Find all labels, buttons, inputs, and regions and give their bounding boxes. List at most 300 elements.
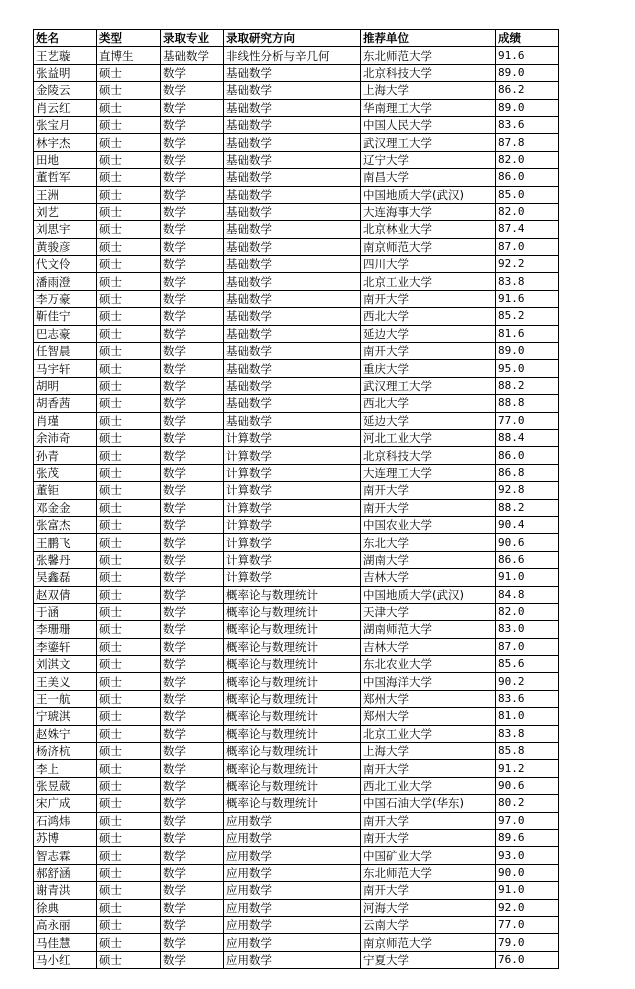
- cell-research-direction: 概率论与数理统计: [224, 621, 361, 638]
- cell-score: 92.2: [496, 256, 559, 273]
- cell-name: 余沛奇: [34, 429, 97, 446]
- cell-score: 83.0: [496, 621, 559, 638]
- cell-score: 86.0: [496, 447, 559, 464]
- cell-recommending-unit: 东北大学: [361, 534, 496, 551]
- cell-major: 数学: [161, 795, 224, 812]
- cell-score: 83.8: [496, 725, 559, 742]
- cell-major: 数学: [161, 499, 224, 516]
- cell-name: 肖云红: [34, 99, 97, 116]
- cell-name: 林宇杰: [34, 134, 97, 151]
- table-row: [34, 221, 559, 238]
- table-row: [34, 934, 559, 951]
- cell-type: 硕士: [97, 621, 161, 638]
- cell-score: 87.0: [496, 238, 559, 255]
- cell-research-direction: 基础数学: [224, 186, 361, 203]
- cell-recommending-unit: 辽宁大学: [361, 151, 496, 168]
- cell-research-direction: 基础数学: [224, 238, 361, 255]
- cell-recommending-unit: 东北师范大学: [361, 47, 496, 64]
- cell-name: 吴鑫磊: [34, 569, 97, 586]
- cell-name: 王洲: [34, 186, 97, 203]
- table-row: [34, 64, 559, 81]
- cell-recommending-unit: 南昌大学: [361, 169, 496, 186]
- cell-major: 数学: [161, 569, 224, 586]
- cell-major: 数学: [161, 325, 224, 342]
- cell-score: 81.6: [496, 325, 559, 342]
- header-major: 录取专业: [161, 30, 224, 47]
- cell-major: 数学: [161, 308, 224, 325]
- cell-research-direction: 概率论与数理统计: [224, 586, 361, 603]
- cell-recommending-unit: 上海大学: [361, 82, 496, 99]
- cell-name: 张茂: [34, 464, 97, 481]
- cell-type: 硕士: [97, 99, 161, 116]
- cell-recommending-unit: 华南理工大学: [361, 99, 496, 116]
- cell-type: 硕士: [97, 151, 161, 168]
- cell-name: 肖瑾: [34, 412, 97, 429]
- cell-recommending-unit: 南开大学: [361, 812, 496, 829]
- cell-type: 硕士: [97, 708, 161, 725]
- cell-recommending-unit: 北京科技大学: [361, 64, 496, 81]
- cell-type: 硕士: [97, 482, 161, 499]
- cell-name: 王一航: [34, 690, 97, 707]
- cell-recommending-unit: 西北大学: [361, 395, 496, 412]
- admission-table: [33, 29, 559, 969]
- cell-name: 董哲军: [34, 169, 97, 186]
- cell-research-direction: 基础数学: [224, 151, 361, 168]
- cell-name: 于涵: [34, 603, 97, 620]
- cell-major: 数学: [161, 429, 224, 446]
- cell-major: 数学: [161, 256, 224, 273]
- cell-name: 靳佳宁: [34, 308, 97, 325]
- cell-score: 89.0: [496, 99, 559, 116]
- cell-major: 数学: [161, 464, 224, 481]
- table-row: [34, 134, 559, 151]
- cell-major: 数学: [161, 221, 224, 238]
- cell-recommending-unit: 西北工业大学: [361, 777, 496, 794]
- table-row: [34, 916, 559, 933]
- cell-type: 硕士: [97, 534, 161, 551]
- cell-score: 85.8: [496, 743, 559, 760]
- table-row: [34, 690, 559, 707]
- cell-type: 硕士: [97, 256, 161, 273]
- cell-research-direction: 概率论与数理统计: [224, 743, 361, 760]
- cell-recommending-unit: 南开大学: [361, 499, 496, 516]
- cell-score: 92.0: [496, 899, 559, 916]
- header-recommending-unit: 推荐单位: [361, 30, 496, 47]
- table-row: [34, 656, 559, 673]
- cell-recommending-unit: 中国地质大学(武汉): [361, 586, 496, 603]
- cell-recommending-unit: 东北师范大学: [361, 864, 496, 881]
- cell-type: 硕士: [97, 899, 161, 916]
- cell-recommending-unit: 上海大学: [361, 743, 496, 760]
- cell-recommending-unit: 南开大学: [361, 760, 496, 777]
- table-row: [34, 360, 559, 377]
- cell-recommending-unit: 延边大学: [361, 325, 496, 342]
- cell-type: 直博生: [97, 47, 161, 64]
- table-row: [34, 760, 559, 777]
- cell-type: 硕士: [97, 238, 161, 255]
- cell-research-direction: 基础数学: [224, 64, 361, 81]
- cell-recommending-unit: 南京师范大学: [361, 934, 496, 951]
- cell-major: 数学: [161, 916, 224, 933]
- cell-major: 数学: [161, 151, 224, 168]
- cell-name: 张宝月: [34, 116, 97, 133]
- cell-research-direction: 概率论与数理统计: [224, 638, 361, 655]
- cell-recommending-unit: 延边大学: [361, 412, 496, 429]
- cell-recommending-unit: 中国人民大学: [361, 116, 496, 133]
- cell-score: 86.8: [496, 464, 559, 481]
- table-row: [34, 343, 559, 360]
- cell-type: 硕士: [97, 760, 161, 777]
- cell-name: 邓金金: [34, 499, 97, 516]
- cell-research-direction: 概率论与数理统计: [224, 690, 361, 707]
- table-row: [34, 99, 559, 116]
- cell-major: 数学: [161, 621, 224, 638]
- cell-major: 数学: [161, 551, 224, 568]
- cell-major: 数学: [161, 395, 224, 412]
- cell-type: 硕士: [97, 725, 161, 742]
- table-row: [34, 412, 559, 429]
- cell-recommending-unit: 南开大学: [361, 882, 496, 899]
- cell-major: 数学: [161, 829, 224, 846]
- cell-name: 李上: [34, 760, 97, 777]
- cell-recommending-unit: 湖南大学: [361, 551, 496, 568]
- cell-recommending-unit: 北京林业大学: [361, 221, 496, 238]
- cell-type: 硕士: [97, 343, 161, 360]
- cell-score: 89.0: [496, 343, 559, 360]
- cell-major: 数学: [161, 603, 224, 620]
- cell-score: 91.2: [496, 760, 559, 777]
- cell-research-direction: 概率论与数理统计: [224, 795, 361, 812]
- cell-research-direction: 基础数学: [224, 116, 361, 133]
- cell-research-direction: 应用数学: [224, 951, 361, 968]
- cell-type: 硕士: [97, 82, 161, 99]
- cell-type: 硕士: [97, 916, 161, 933]
- table-row: [34, 482, 559, 499]
- cell-recommending-unit: 北京工业大学: [361, 273, 496, 290]
- table-row: [34, 238, 559, 255]
- cell-major: 数学: [161, 882, 224, 899]
- cell-name: 王艺璇: [34, 47, 97, 64]
- cell-name: 赵双倩: [34, 586, 97, 603]
- cell-major: 数学: [161, 482, 224, 499]
- cell-recommending-unit: 中国地质大学(武汉): [361, 186, 496, 203]
- cell-name: 马小红: [34, 951, 97, 968]
- cell-score: 90.6: [496, 534, 559, 551]
- table-row: [34, 551, 559, 568]
- cell-score: 81.0: [496, 708, 559, 725]
- cell-name: 胡香茜: [34, 395, 97, 412]
- cell-type: 硕士: [97, 673, 161, 690]
- cell-research-direction: 非线性分析与辛几何: [224, 47, 361, 64]
- table-row: [34, 882, 559, 899]
- cell-major: 数学: [161, 638, 224, 655]
- cell-score: 91.0: [496, 882, 559, 899]
- cell-major: 数学: [161, 777, 224, 794]
- cell-research-direction: 概率论与数理统计: [224, 777, 361, 794]
- table-row: [34, 290, 559, 307]
- table-row: [34, 864, 559, 881]
- cell-name: 黄骏彦: [34, 238, 97, 255]
- cell-major: 数学: [161, 812, 224, 829]
- cell-major: 数学: [161, 725, 224, 742]
- cell-type: 硕士: [97, 273, 161, 290]
- cell-major: 数学: [161, 273, 224, 290]
- cell-type: 硕士: [97, 308, 161, 325]
- cell-major: 数学: [161, 360, 224, 377]
- table-row: [34, 47, 559, 64]
- cell-major: 数学: [161, 708, 224, 725]
- cell-type: 硕士: [97, 847, 161, 864]
- cell-recommending-unit: 南开大学: [361, 290, 496, 307]
- cell-name: 刘淇文: [34, 656, 97, 673]
- cell-research-direction: 基础数学: [224, 221, 361, 238]
- cell-score: 89.6: [496, 829, 559, 846]
- cell-score: 92.8: [496, 482, 559, 499]
- cell-type: 硕士: [97, 795, 161, 812]
- cell-research-direction: 基础数学: [224, 134, 361, 151]
- cell-name: 胡明: [34, 377, 97, 394]
- cell-major: 数学: [161, 82, 224, 99]
- cell-type: 硕士: [97, 516, 161, 533]
- table-row: [34, 203, 559, 220]
- cell-score: 90.2: [496, 673, 559, 690]
- table-row: [34, 116, 559, 133]
- cell-recommending-unit: 中国石油大学(华东): [361, 795, 496, 812]
- header-score: 成绩: [496, 30, 559, 47]
- header-research-direction: 录取研究方向: [224, 30, 361, 47]
- cell-name: 张馨丹: [34, 551, 97, 568]
- cell-score: 88.4: [496, 429, 559, 446]
- cell-score: 77.0: [496, 412, 559, 429]
- cell-type: 硕士: [97, 569, 161, 586]
- cell-name: 刘艺: [34, 203, 97, 220]
- cell-score: 86.2: [496, 82, 559, 99]
- cell-major: 数学: [161, 951, 224, 968]
- table-row: [34, 586, 559, 603]
- table-row: [34, 464, 559, 481]
- cell-research-direction: 应用数学: [224, 829, 361, 846]
- cell-research-direction: 概率论与数理统计: [224, 708, 361, 725]
- cell-recommending-unit: 南京师范大学: [361, 238, 496, 255]
- table-body: [34, 47, 559, 969]
- cell-name: 马佳慧: [34, 934, 97, 951]
- cell-research-direction: 概率论与数理统计: [224, 760, 361, 777]
- cell-major: 数学: [161, 690, 224, 707]
- cell-type: 硕士: [97, 64, 161, 81]
- cell-recommending-unit: 河北工业大学: [361, 429, 496, 446]
- cell-type: 硕士: [97, 586, 161, 603]
- cell-score: 77.0: [496, 916, 559, 933]
- cell-score: 87.0: [496, 638, 559, 655]
- cell-research-direction: 基础数学: [224, 99, 361, 116]
- cell-score: 93.0: [496, 847, 559, 864]
- cell-recommending-unit: 重庆大学: [361, 360, 496, 377]
- cell-recommending-unit: 四川大学: [361, 256, 496, 273]
- table-row: [34, 569, 559, 586]
- cell-score: 91.6: [496, 47, 559, 64]
- cell-name: 田地: [34, 151, 97, 168]
- cell-research-direction: 概率论与数理统计: [224, 673, 361, 690]
- cell-research-direction: 计算数学: [224, 551, 361, 568]
- cell-major: 数学: [161, 186, 224, 203]
- cell-name: 张益明: [34, 64, 97, 81]
- header-name: 姓名: [34, 30, 97, 47]
- cell-major: 数学: [161, 203, 224, 220]
- cell-name: 石鸿炜: [34, 812, 97, 829]
- cell-research-direction: 基础数学: [224, 325, 361, 342]
- cell-recommending-unit: 河海大学: [361, 899, 496, 916]
- table-row: [34, 151, 559, 168]
- cell-recommending-unit: 南开大学: [361, 343, 496, 360]
- cell-recommending-unit: 郑州大学: [361, 690, 496, 707]
- cell-type: 硕士: [97, 638, 161, 655]
- cell-score: 82.0: [496, 151, 559, 168]
- table-row: [34, 516, 559, 533]
- cell-type: 硕士: [97, 186, 161, 203]
- cell-recommending-unit: 大连海事大学: [361, 203, 496, 220]
- cell-score: 88.8: [496, 395, 559, 412]
- cell-score: 86.0: [496, 169, 559, 186]
- cell-name: 李鎏轩: [34, 638, 97, 655]
- cell-score: 79.0: [496, 934, 559, 951]
- cell-type: 硕士: [97, 360, 161, 377]
- cell-type: 硕士: [97, 864, 161, 881]
- table-row: [34, 795, 559, 812]
- cell-major: 数学: [161, 412, 224, 429]
- cell-research-direction: 应用数学: [224, 812, 361, 829]
- cell-score: 91.0: [496, 569, 559, 586]
- cell-recommending-unit: 南开大学: [361, 829, 496, 846]
- cell-research-direction: 基础数学: [224, 377, 361, 394]
- cell-major: 数学: [161, 238, 224, 255]
- cell-research-direction: 应用数学: [224, 847, 361, 864]
- cell-type: 硕士: [97, 412, 161, 429]
- cell-recommending-unit: 中国农业大学: [361, 516, 496, 533]
- cell-recommending-unit: 北京工业大学: [361, 725, 496, 742]
- table-row: [34, 638, 559, 655]
- cell-major: 数学: [161, 290, 224, 307]
- cell-score: 95.0: [496, 360, 559, 377]
- cell-score: 89.0: [496, 64, 559, 81]
- cell-name: 谢青洪: [34, 882, 97, 899]
- cell-research-direction: 基础数学: [224, 82, 361, 99]
- cell-major: 数学: [161, 447, 224, 464]
- cell-research-direction: 基础数学: [224, 169, 361, 186]
- header-type: 类型: [97, 30, 161, 47]
- cell-research-direction: 计算数学: [224, 447, 361, 464]
- cell-recommending-unit: 宁夏大学: [361, 951, 496, 968]
- cell-research-direction: 计算数学: [224, 429, 361, 446]
- cell-score: 84.8: [496, 586, 559, 603]
- table-row: [34, 256, 559, 273]
- cell-research-direction: 应用数学: [224, 899, 361, 916]
- cell-major: 数学: [161, 134, 224, 151]
- cell-name: 高永丽: [34, 916, 97, 933]
- cell-type: 硕士: [97, 116, 161, 133]
- cell-major: 数学: [161, 64, 224, 81]
- cell-name: 张昱葳: [34, 777, 97, 794]
- cell-research-direction: 基础数学: [224, 290, 361, 307]
- cell-research-direction: 基础数学: [224, 256, 361, 273]
- cell-major: 数学: [161, 534, 224, 551]
- cell-recommending-unit: 云南大学: [361, 916, 496, 933]
- cell-type: 硕士: [97, 169, 161, 186]
- cell-research-direction: 计算数学: [224, 482, 361, 499]
- cell-score: 85.6: [496, 656, 559, 673]
- table-row: [34, 377, 559, 394]
- cell-type: 硕士: [97, 499, 161, 516]
- cell-research-direction: 基础数学: [224, 203, 361, 220]
- table-row: [34, 812, 559, 829]
- cell-research-direction: 计算数学: [224, 464, 361, 481]
- cell-recommending-unit: 武汉理工大学: [361, 134, 496, 151]
- cell-type: 硕士: [97, 934, 161, 951]
- cell-type: 硕士: [97, 743, 161, 760]
- table-row: [34, 82, 559, 99]
- cell-name: 宁琥淇: [34, 708, 97, 725]
- cell-name: 孙青: [34, 447, 97, 464]
- cell-major: 数学: [161, 673, 224, 690]
- cell-research-direction: 基础数学: [224, 343, 361, 360]
- cell-type: 硕士: [97, 290, 161, 307]
- cell-name: 苏博: [34, 829, 97, 846]
- cell-name: 徐典: [34, 899, 97, 916]
- table-row: [34, 273, 559, 290]
- cell-name: 董钜: [34, 482, 97, 499]
- cell-name: 刘思宇: [34, 221, 97, 238]
- table-row: [34, 725, 559, 742]
- cell-type: 硕士: [97, 429, 161, 446]
- table-row: [34, 186, 559, 203]
- cell-score: 85.2: [496, 308, 559, 325]
- cell-major: 数学: [161, 760, 224, 777]
- cell-research-direction: 应用数学: [224, 934, 361, 951]
- table-row: [34, 847, 559, 864]
- cell-research-direction: 计算数学: [224, 534, 361, 551]
- cell-research-direction: 计算数学: [224, 516, 361, 533]
- table-row: [34, 951, 559, 968]
- cell-type: 硕士: [97, 777, 161, 794]
- cell-score: 90.6: [496, 777, 559, 794]
- cell-score: 82.0: [496, 203, 559, 220]
- cell-type: 硕士: [97, 690, 161, 707]
- cell-major: 数学: [161, 656, 224, 673]
- cell-score: 90.0: [496, 864, 559, 881]
- cell-name: 张富杰: [34, 516, 97, 533]
- table-row: [34, 777, 559, 794]
- cell-major: 数学: [161, 743, 224, 760]
- cell-recommending-unit: 湖南师范大学: [361, 621, 496, 638]
- cell-score: 85.0: [496, 186, 559, 203]
- cell-score: 88.2: [496, 499, 559, 516]
- cell-name: 李万豪: [34, 290, 97, 307]
- cell-type: 硕士: [97, 395, 161, 412]
- cell-research-direction: 概率论与数理统计: [224, 603, 361, 620]
- cell-type: 硕士: [97, 882, 161, 899]
- cell-type: 硕士: [97, 603, 161, 620]
- cell-name: 马宇轩: [34, 360, 97, 377]
- cell-type: 硕士: [97, 812, 161, 829]
- cell-recommending-unit: 吉林大学: [361, 569, 496, 586]
- cell-type: 硕士: [97, 377, 161, 394]
- table-row: [34, 325, 559, 342]
- cell-type: 硕士: [97, 951, 161, 968]
- table-row: [34, 708, 559, 725]
- cell-name: 任智晨: [34, 343, 97, 360]
- cell-recommending-unit: 中国海洋大学: [361, 673, 496, 690]
- cell-recommending-unit: 吉林大学: [361, 638, 496, 655]
- cell-major: 数学: [161, 899, 224, 916]
